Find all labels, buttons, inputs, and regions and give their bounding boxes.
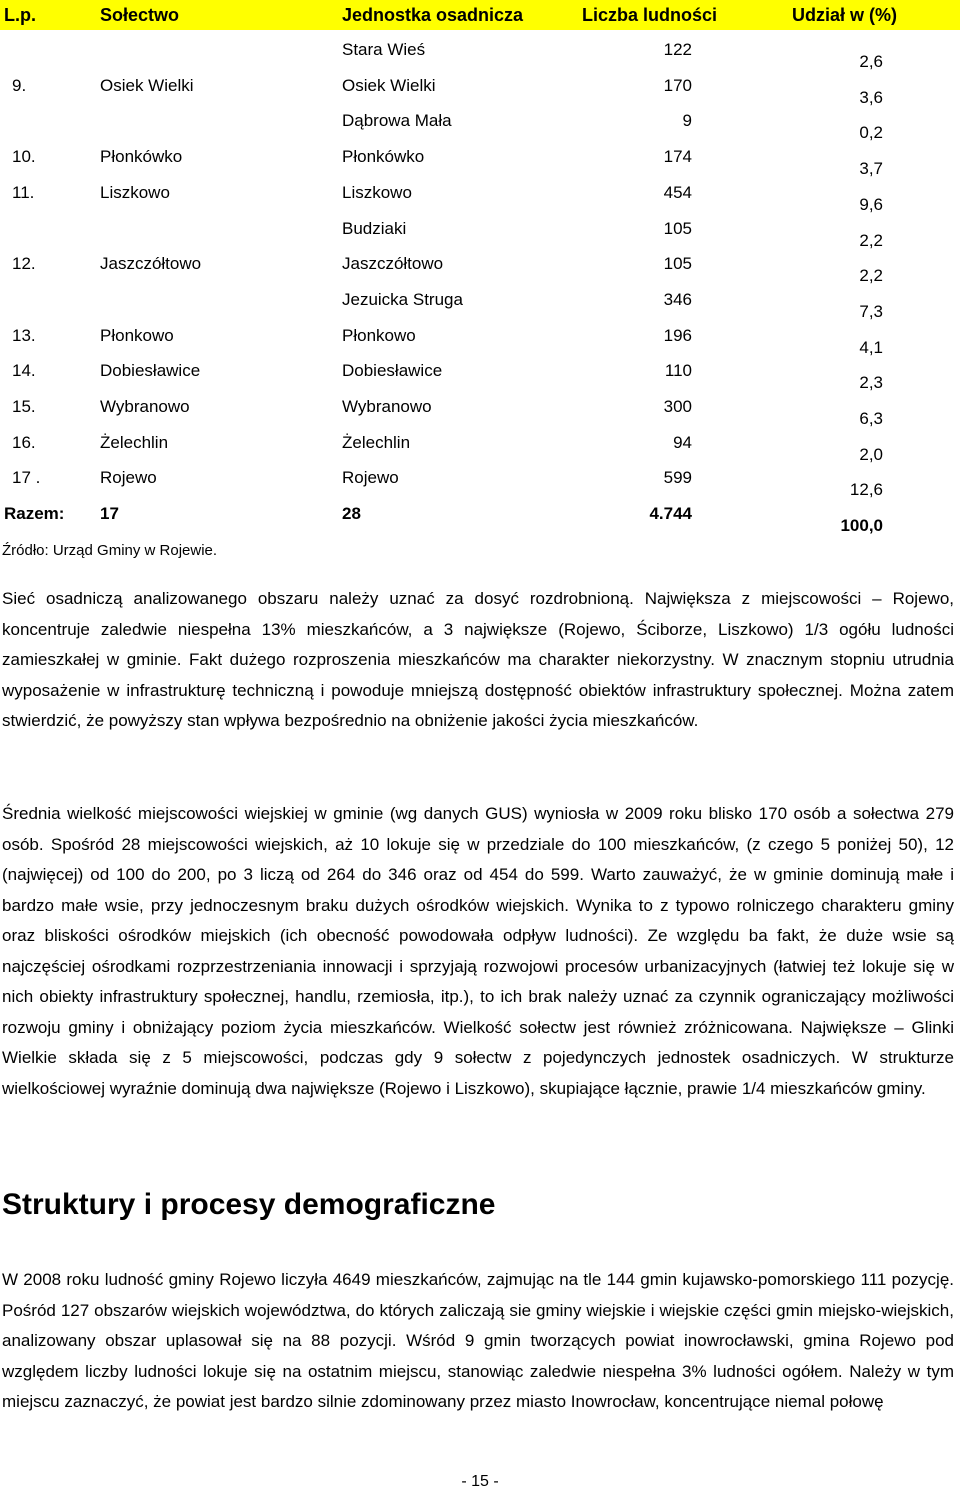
- row-udzial-cell: 2,6: [859, 52, 883, 71]
- row-solectwo-cell: Dobiesławice: [100, 361, 201, 381]
- total-jednostka-cell: 28: [342, 504, 361, 524]
- page-number: - 15 -: [461, 1473, 499, 1490]
- row-solectwo-cell: Rojewo: [100, 468, 157, 488]
- header-jednostka: Jednostka osadnicza: [342, 5, 524, 25]
- paragraph-2: Średnia wielkość miejscowości wiejskiej w gminie (wg danych GUS) wyniosła w 2009 roku blisko 170 osób a sołectwa 279 osób. Spośród 28 miejscowości wiejskich, aż 10 lokuje się w przedziale do 100 mieszkańców, (z czego 5 poniżej 50), 12 (najwięcej) od 100 do 200, po 3 liczą od 264 do 346 oraz od 454 do 599. Warto zauważyć, że w gminie dominują małe i bardzo małe wsie, przy jednoczesnym braku dużych ośrodków wiejskich. Wynika to z typowo rolniczego charakteru gminy oraz bliskości ośrodków miejskich (ich obecność powodowała odpływ ludności). Ze względu ba fakt, że duże wsie są najczęściej ośrodkami rozprzestrzeniania innowacji i sprzyjają rozwojowi procesów urbanizacyjnych (łatwiej też lokuje się w nich obiekty infrastruktury społecznej, handlu, rzemiosła, itp.), to ich brak należy uznać za czynnik ograniczający możliwości rozwoju gminy i obniżający poziom życia mieszkańców. Wielkość sołectw jest również zróżnicowana. Największe – Glinki Wielkie składa się z 5 miejscowości, podczas gdy 9 sołectw z pojedynczych jednostek osadniczych. W strukturze wielkościowej wyraźnie dominują dwa największe (Rojewo i Liszkowo), skupiające łącznie, prawie 1/4 mieszkańców gminy.: [2, 804, 954, 1098]
- row-jednostka-cell: Dąbrowa Mała: [342, 111, 452, 131]
- row-solectwo-cell: Płonkowo: [100, 325, 174, 345]
- row-lp-cell: 17 .: [12, 468, 41, 488]
- row-jednostka-cell: Jaszczółtowo: [342, 254, 444, 274]
- paragraph-1: Sieć osadniczą analizowanego obszaru należy uznać za dosyć rozdrobnioną. Największa z miejscowości – Rojewo, koncentruje zaledwie niespełna 13% mieszkańców, a 3 największe (Rojewo, Ściborze, Liszkowo) 1/3 ogółu ludności zamieszkałej w gminie. Fakt dużego rozproszenia mieszkańców ma charakter niekorzystny. W znacznym stopniu utrudnia wyposażenie w infrastrukturę techniczną i powoduje mniejszą dostępność obiektów infrastruktury społecznej. Można zatem stwierdzić, że powyższy stan wpływa bezpośrednio na obniżenie jakości życia mieszkańców.: [2, 589, 954, 730]
- row-solectwo-cell: Jaszczółtowo: [100, 254, 202, 274]
- header-liczba: Liczba ludności: [582, 5, 718, 25]
- row-udzial-cell: 9,6: [859, 194, 883, 214]
- table-header: [0, 0, 960, 30]
- row-liczba-cell: 196: [663, 325, 692, 345]
- row-udzial-cell: 2,2: [859, 230, 883, 250]
- row-udzial-cell: 0,2: [859, 123, 883, 143]
- row-lp-cell: 15.: [12, 397, 36, 416]
- section-heading: Struktury i procesy demograficzne: [2, 1188, 496, 1221]
- row-lp-cell: 10.: [12, 147, 36, 167]
- total-liczba-cell: 4.744: [649, 504, 692, 524]
- row-solectwo-cell: Wybranowo: [100, 397, 190, 416]
- row-liczba-cell: 105: [663, 218, 692, 238]
- paragraph-3: W 2008 roku ludność gminy Rojewo liczyła 4649 mieszkańców, zajmując na tle 144 gmin kujawsko-pomorskiego 111 pozycję. Pośród 127 obszarów wiejskich województwa, do których zaliczają sie gminy wiejskie i wiejskie części gmin miejsko-wiejskich, analizowany obszar uplasował się na 88 pozycji. Wśród 9 gmin tworzących powiat inowrocławski, gmina Rojewo pod względem liczby ludności lokuje się na ostatnim miejscu, stanowiąc zaledwie niespełna 3% ludności ogółem. Należy w tym miejscu zaznaczyć, że powiat jest bardzo silnie zdominowany przez miasto Inowrocław, koncentrujące niemal połowę: [2, 1270, 954, 1411]
- row-lp-cell: 12.: [12, 254, 36, 274]
- row-jednostka-cell: Wybranowo: [342, 397, 432, 416]
- row-lp-cell: 9.: [12, 75, 27, 95]
- row-liczba-cell: 94: [673, 432, 692, 452]
- row-udzial-cell: 4,1: [859, 337, 883, 357]
- row-udzial-cell: 2,3: [859, 373, 883, 393]
- total-solectwo-cell: 17: [100, 504, 119, 524]
- row-jednostka-cell: Budziaki: [342, 218, 407, 238]
- row-jednostka-cell: Płonkowo: [342, 325, 416, 345]
- row-liczba-cell: 170: [663, 75, 692, 95]
- row-lp-cell: 11.: [12, 182, 35, 202]
- row-jednostka-cell: Żelechlin: [342, 432, 411, 452]
- table-source: Źródło: Urząd Gminy w Rojewie.: [2, 542, 218, 559]
- row-liczba-cell: 9: [682, 111, 692, 131]
- row-solectwo-cell: Osiek Wielki: [100, 75, 194, 95]
- row-udzial-cell: 2,2: [859, 266, 883, 286]
- row-liczba-cell: 110: [664, 361, 692, 381]
- row-jednostka-cell: Liszkowo: [342, 182, 412, 202]
- row-jednostka-cell: Płonkówko: [342, 147, 425, 167]
- row-jednostka-cell: Osiek Wielki: [342, 75, 436, 95]
- row-solectwo-cell: Płonkówko: [100, 147, 183, 167]
- row-udzial-cell: 7,3: [859, 301, 883, 321]
- row-liczba-cell: 599: [663, 468, 692, 488]
- row-liczba-cell: 454: [663, 182, 692, 202]
- row-liczba-cell: 105: [663, 254, 692, 274]
- row-liczba-cell: 346: [663, 289, 692, 309]
- row-udzial-cell: 6,3: [859, 409, 883, 428]
- header-lp: L.p.: [4, 5, 36, 25]
- row-liczba-cell: 174: [663, 147, 692, 167]
- row-jednostka-cell: Stara Wieś: [342, 40, 426, 59]
- row-udzial-cell: 3,7: [859, 159, 883, 179]
- total-udzial-cell: 100,0: [840, 516, 883, 536]
- row-solectwo-cell: Żelechlin: [100, 432, 169, 452]
- header-solectwo: Sołectwo: [100, 5, 180, 25]
- row-jednostka-cell: Jezuicka Struga: [342, 289, 463, 309]
- header-udzial: Udział w (%): [792, 5, 898, 25]
- row-liczba-cell: 122: [663, 40, 692, 59]
- row-solectwo-cell: Liszkowo: [100, 182, 170, 202]
- row-udzial-cell: 2,0: [859, 444, 883, 464]
- row-udzial-cell: 3,6: [859, 87, 883, 107]
- total-lp-cell: Razem:: [4, 504, 65, 524]
- row-lp-cell: 13.: [12, 325, 36, 345]
- row-liczba-cell: 300: [663, 397, 692, 416]
- row-lp-cell: 14.: [12, 361, 36, 381]
- row-lp-cell: 16.: [12, 432, 36, 452]
- row-jednostka-cell: Rojewo: [342, 468, 399, 488]
- row-jednostka-cell: Dobiesławice: [342, 361, 443, 381]
- row-udzial-cell: 12,6: [849, 480, 883, 500]
